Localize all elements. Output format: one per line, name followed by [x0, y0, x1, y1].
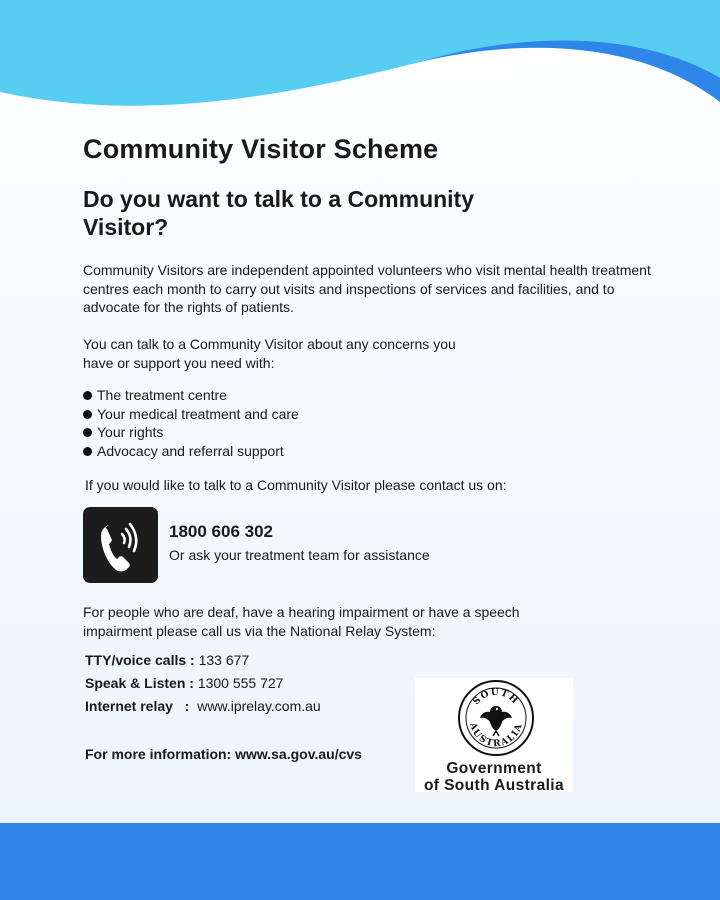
list-item-label: Advocacy and referral support — [97, 443, 284, 460]
list-item-label: Your medical treatment and care — [97, 405, 299, 422]
relay-intro: For people who are deaf, have a hearing impairment or have a speech impairment please call us via the National Relay System: — [83, 604, 520, 639]
relay-speak-row — [85, 675, 283, 691]
question-heading: Do you want to talk to a Community Visitor? — [83, 186, 475, 240]
government-line-2: of South Australia — [423, 777, 565, 794]
list-item — [83, 405, 299, 424]
relay-speak-value: 1300 555 727 — [197, 675, 284, 691]
relay-speak-label: Speak & Listen : — [85, 675, 194, 691]
list-item-label: The treatment centre — [97, 387, 227, 403]
svg-text:SOUTH: SOUTH — [471, 687, 521, 708]
talk-paragraph: You can talk to a Community Visitor about any concerns you have or support you need with: — [83, 336, 456, 371]
relay-tty-label: TTY/voice calls : — [85, 652, 195, 668]
intro-paragraph: Community Visitors are independent appointed volunteers who visit mental health treatment centres each month to carry out visits and inspections of services and facilities, and to advocate for the rights of patients. — [83, 262, 651, 315]
seal-emblem-icon — [415, 678, 573, 760]
bullet-icon — [83, 391, 92, 400]
svg-text:AUSTRALIA: AUSTRALIA — [467, 721, 525, 750]
government-logo — [415, 678, 573, 792]
phone-note: Or ask your treatment team for assistance — [169, 547, 430, 563]
relay-internet-value: www.iprelay.com.au — [197, 698, 321, 714]
header-wave — [0, 0, 720, 140]
footer-band — [0, 823, 720, 900]
government-line-1: Government — [446, 760, 542, 777]
list-item — [83, 423, 299, 442]
contact-intro: If you would like to talk to a Community Visitor please contact us on: — [85, 477, 507, 493]
relay-tty-value: 133 677 — [198, 652, 250, 668]
bullet-icon — [83, 410, 92, 419]
concerns-list — [83, 386, 299, 461]
relay-internet-label: Internet relay : — [85, 698, 190, 714]
phone-icon — [83, 507, 158, 583]
page-title: Community Visitor Scheme — [83, 134, 439, 164]
list-item — [83, 442, 299, 461]
list-item-label: Your rights — [97, 424, 164, 441]
list-item — [83, 386, 299, 405]
relay-internet-row — [85, 698, 321, 714]
bullet-icon — [83, 428, 92, 437]
more-info-line: For more information: www.sa.gov.au/cvs — [85, 746, 362, 762]
bullet-icon — [83, 447, 92, 456]
phone-number: 1800 606 302 — [169, 522, 273, 541]
relay-tty-row — [85, 652, 249, 668]
